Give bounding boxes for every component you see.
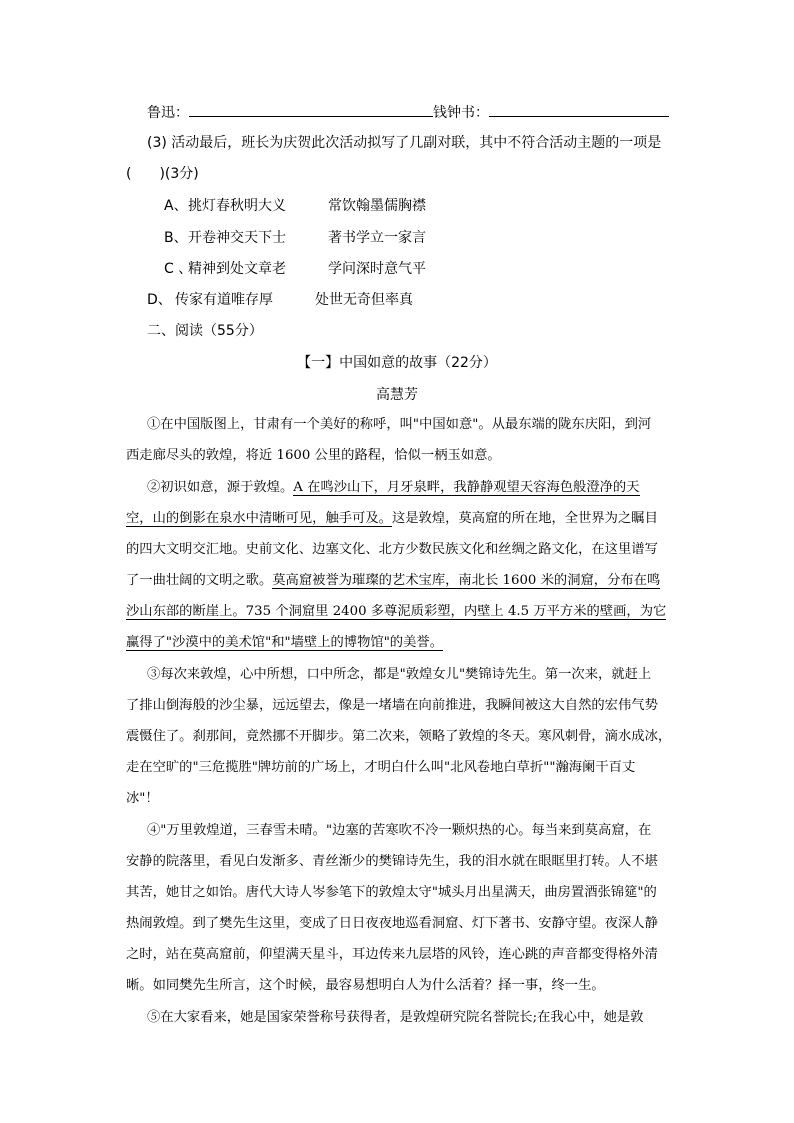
paragraph-4-line: 之时，站在莫高窟前，仰望满天星斗，耳边传来九层塔的风铃，连心跳的声音都变得格外清: [126, 947, 658, 962]
paragraph-4-line: 晰。如同樊先生所言，这个时候，最容易想明白人为什么活着？择一事，终一生。: [126, 978, 605, 993]
question-3-stem: (3) 活动最后，班长为庆贺此次活动拟写了几副对联，其中不符合活动主题的一项是: [147, 135, 662, 151]
option-b: B、开卷神交天下士 著书学立一家言: [164, 230, 426, 246]
underlined-sentence-a: A 在鸣沙山下，月牙泉畔，我静静观望天容海色般澄净的天: [293, 480, 640, 495]
paragraph-2-line: 空，山的倒影在泉水中清晰可见，触手可及。这是敦煌，莫高窟的所在地，全世界为之瞩目: [126, 511, 658, 526]
paragraph-3-line: 冰"！: [126, 791, 159, 806]
paragraph-1-line: 西走廊尽头的敦煌，将近 1600 公里的路程，恰似一柄玉如意。: [126, 448, 501, 463]
article-author: 高慧芳: [376, 387, 418, 403]
underlined-sentence-a-end: 空，山的倒影在泉水中清晰可见，触手可及。: [126, 511, 392, 526]
section-2-heading: 二、阅读（55分）: [147, 323, 263, 339]
paragraph-3-line: 走在空旷的"三危揽胜"牌坊前的广场上，才明白什么叫"北风卷地白草折""瀚海阑干百丈: [126, 760, 636, 775]
paragraph-4-line: 其苦，她甘之如饴。唐代大诗人岑参笔下的敦煌太守"城头月出星满天，曲房置酒张锦筵"的: [126, 885, 657, 900]
paragraph-4-line: ④"万里敦煌道，三春雪未晴。"边塞的苦寒吹不冷一颗炽热的心。每当来到莫高窟，在: [147, 823, 652, 838]
paragraph-2-line: 了一曲壮阔的文明之歌。莫高窟被誉为璀璨的艺术宝库，南北长 1600 米的洞窟，分布在鸣: [126, 573, 661, 588]
option-d: D、 传家有道唯存厚 处世无奇但率真: [147, 292, 413, 308]
paragraph-2-line: ②初识如意，源于敦煌。A 在鸣沙山下，月牙泉畔，我静静观望天容海色般澄净的天: [147, 480, 640, 495]
luxun-label: 鲁迅：: [147, 105, 189, 121]
article-title: 【一】中国如意的故事（22分）: [297, 355, 497, 371]
underlined-sentence-b-end: 赢得了"沙漠中的美术馆"和"墙壁上的博物馆"的美誉。: [126, 635, 443, 650]
paragraph-2-line: [126, 602, 666, 622]
option-c: C 、精神到处文章老 学问深时意气平: [164, 261, 426, 277]
luxun-answer-blank[interactable]: [189, 102, 433, 117]
paragraph-2-line: [126, 633, 443, 653]
option-a: A、挑灯春秋明大义 常饮翰墨儒胸襟: [164, 198, 426, 214]
qian-label: 钱钟书：: [433, 105, 489, 121]
paragraph-4-line: 热闹敦煌。到了樊先生这里，变成了日日夜夜地巡看洞窟、灯下著书、安静守望。夜深人静: [126, 916, 658, 931]
underlined-sentence-b-middle: 沙山东部的断崖上。735 个洞窟里 2400 多尊泥质彩塑，内壁上 4.5 万平方米的壁画，为它: [126, 604, 667, 619]
paragraph-3-line: ③每次来敦煌，心中所想，口中所念，都是"敦煌女儿"樊锦诗先生。第一次来，就赶上: [147, 667, 652, 682]
paragraph-2-line: 的四大文明交汇地。史前文化、边塞文化、北方少数民族文化和丝绸之路文化，在这里谱写: [126, 542, 658, 557]
qian-answer-blank[interactable]: [489, 102, 669, 117]
paragraph-1-line: ①在中国版图上，甘肃有一个美好的称呼，叫"中国如意"。从最东端的陇东庆阳，到河: [147, 417, 652, 432]
question-3-stem-continued: ( )(3分): [126, 166, 199, 182]
underlined-sentence-b: 莫高窟被誉为璀璨的艺术宝库，南北长 1600 米的洞窟，分布在鸣: [272, 573, 661, 588]
paragraph-3-line: 了排山倒海般的沙尘暴，远远望去，像是一堵墙在向前推进，我瞬间被这大自然的宏伟气势: [126, 698, 658, 713]
paragraph-4-line: 安静的院落里，看见白发渐多、青丝渐少的樊锦诗先生，我的泪水就在眼眶里打转。人不堪: [126, 854, 658, 869]
fill-in-line: [147, 102, 669, 123]
paragraph-3-line: 震慑住了。刹那间，竟然挪不开脚步。第二次来，领略了敦煌的冬天。寒风刺骨，滴水成冰，: [126, 729, 672, 744]
paragraph-5-line: ⑤在大家看来，她是国家荣誉称号获得者，是敦煌研究院名誉院长;在我心中，她是敦: [147, 1010, 644, 1025]
